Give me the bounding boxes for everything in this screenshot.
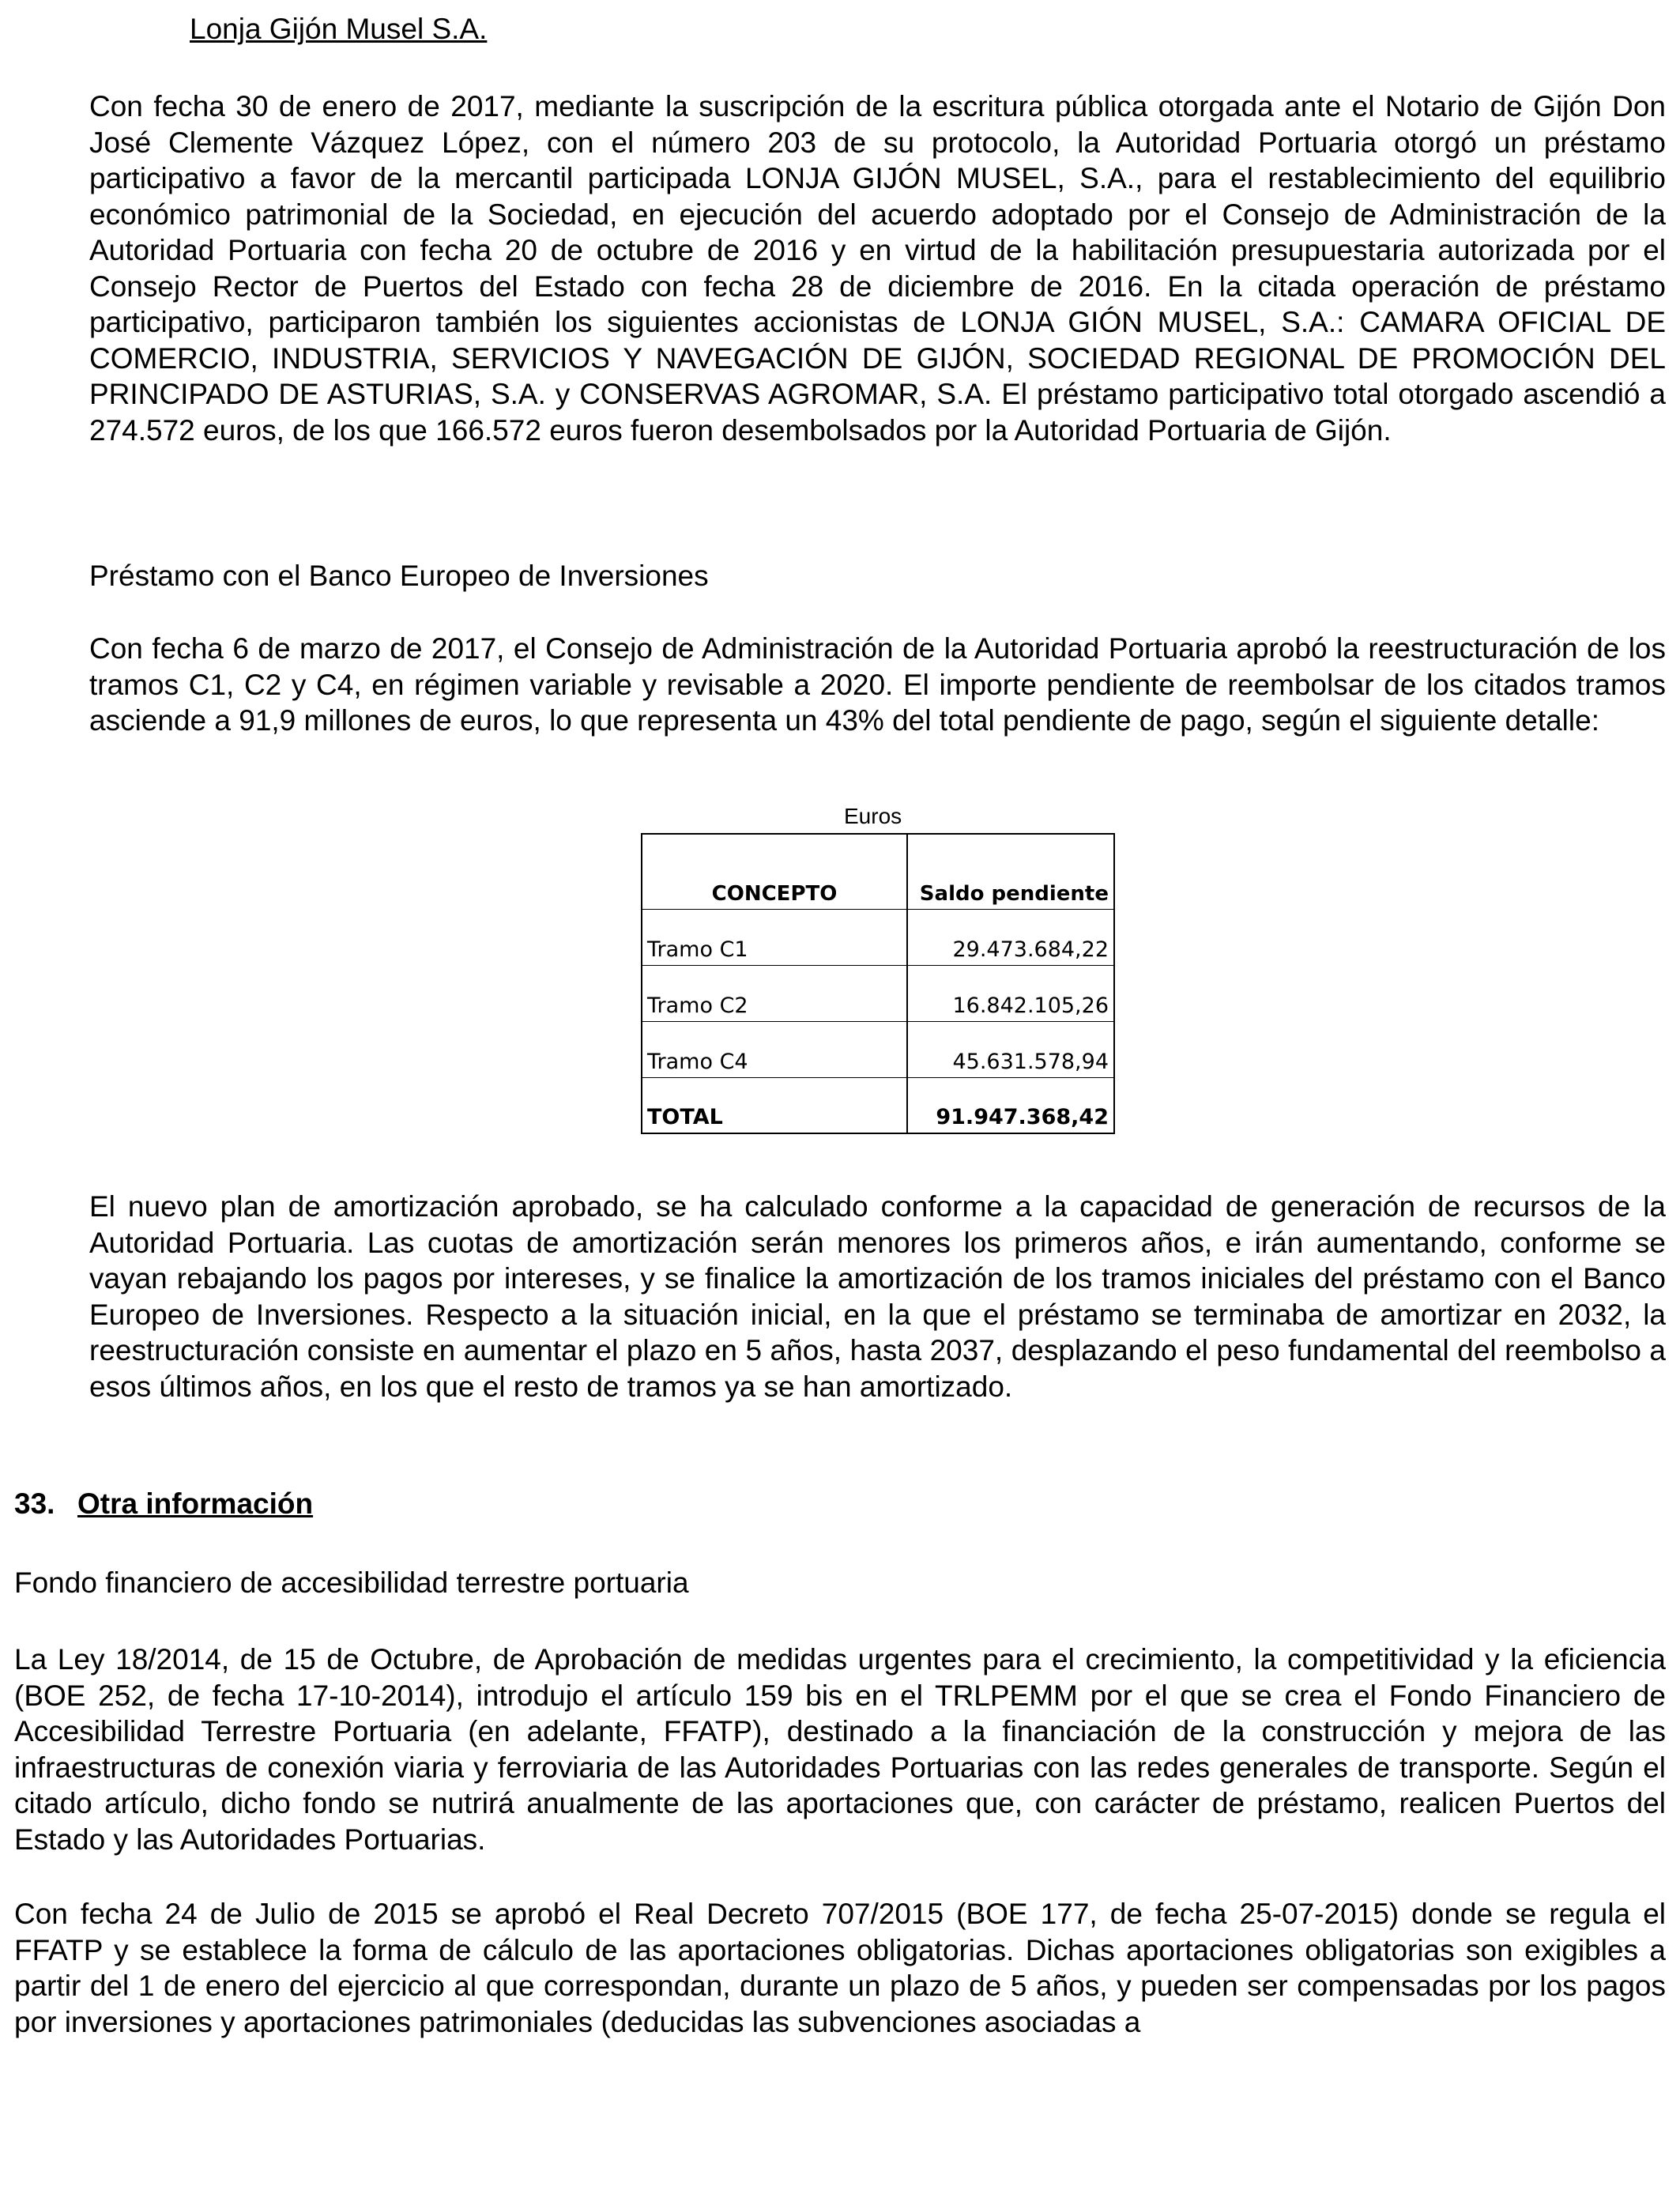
row-balance: 45.631.578,94: [907, 1021, 1114, 1077]
loan-balance-table: [641, 833, 1115, 1134]
section-number: 33.: [14, 1487, 55, 1520]
bei-paragraph: Con fecha 6 de marzo de 2017, el Consejo de Administración de la Autoridad Portuaria aprobó la reestructuración de los tramos C1, C2 y C4, en régimen variable y revisable a 2020. El importe pendiente de reembolsar de los citados tramos asciende a 91,9 millones de euros, lo que representa un 43% del total pendiente de pago, según el siguiente detalle:: [89, 632, 1666, 737]
fund-paragraph-1: La Ley 18/2014, de 15 de Octubre, de Aprobación de medidas urgentes para el crecimiento, la competitividad y la eficiencia (BOE 252, de fecha 17-10-2014), introdujo el artículo 159 bis en el TRLPEMM por el que se crea el Fondo Financiero de Accesibilidad Terrestre Portuaria (en adelante, FFATP), destinado a la financiación de la construcción y mejora de las infraestructuras de conexión viaria y ferroviaria de las Autoridades Portuarias con las redes generales de transporte. Según el citado artículo, dicho fondo se nutrirá anualmente de las aportaciones que, con carácter de préstamo, realicen Puertos del Estado y las Autoridades Portuarias.: [14, 1643, 1666, 1856]
fund-subheading: Fondo financiero de accesibilidad terrestre portuaria: [14, 1566, 689, 1599]
bei-heading: Préstamo con el Banco Europeo de Inversiones: [89, 560, 709, 592]
table-row: [642, 1021, 1114, 1077]
bei-paragraph-after: El nuevo plan de amortización aprobado, se ha calculado conforme a la capacidad de generación de recursos de la Autoridad Portuaria. Las cuotas de amortización serán menores los primeros años, e irán aumentando, conforme se vayan rebajando los pagos por intereses, y se finalice la amortización de los tramos iniciales del préstamo con el Banco Europeo de Inversiones. Respecto a la situación inicial, en la que el préstamo se terminaba de amortizar en 2032, la reestructuración consiste en aumentar el plazo en 5 años, hasta 2037, desplazando el peso fundamental del reembolso a esos últimos años, en los que el resto de tramos ya se han amortizado.: [89, 1190, 1666, 1403]
total-concept: TOTAL: [642, 1077, 907, 1133]
row-concept: Tramo C1: [642, 909, 907, 965]
total-balance: 91.947.368,42: [907, 1077, 1114, 1133]
table-row: [642, 965, 1114, 1021]
row-balance: 16.842.105,26: [907, 965, 1114, 1021]
table-caption: Euros: [844, 804, 902, 828]
table-row: [642, 909, 1114, 965]
section-title: Otra información: [77, 1487, 314, 1520]
table-total-row: [642, 1077, 1114, 1133]
header-balance: Saldo pendiente: [907, 834, 1114, 909]
lonja-heading: Lonja Gijón Musel S.A.: [190, 13, 488, 45]
row-concept: Tramo C4: [642, 1021, 907, 1077]
lonja-paragraph: Con fecha 30 de enero de 2017, mediante la suscripción de la escritura pública otorgada ante el Notario de Gijón Don José Clemente Vázquez López, con el número 203 de su protocolo, la Autoridad Portuaria otorgó un préstamo participativo a favor de la mercantil participada LONJA GIJÓN MUSEL, S.A., para el restablecimiento del equilibrio económico patrimonial de la Sociedad, en ejecución del acuerdo adoptado por el Consejo de Administración de la Autoridad Portuaria con fecha 20 de octubre de 2016 y en virtud de la habilitación presupuestaria autorizada por el Consejo Rector de Puertos del Estado con fecha 28 de diciembre de 2016. En la citada operación de préstamo participativo, participaron también los siguientes accionistas de LONJA GIÓN MUSEL, S.A.: CAMARA OFICIAL DE COMERCIO, INDUSTRIA, SERVICIOS Y NAVEGACIÓN DE GIJÓN, SOCIEDAD REGIONAL DE PROMOCIÓN DEL PRINCIPADO DE ASTURIAS, S.A. y CONSERVAS AGROMAR, S.A. El préstamo participativo total otorgado ascendió a 274.572 euros, de los que 166.572 euros fueron desembolsados por la Autoridad Portuaria de Gijón.: [89, 90, 1666, 447]
header-concept: CONCEPTO: [642, 834, 907, 909]
row-concept: Tramo C2: [642, 965, 907, 1021]
fund-paragraph-2: Con fecha 24 de Julio de 2015 se aprobó el Real Decreto 707/2015 (BOE 177, de fecha 25-07-2015) donde se regula el FFATP y se establece la forma de cálculo de las aportaciones obligatorias. Dichas aportaciones obligatorias son exigibles a partir del 1 de enero del ejercicio al que correspondan, durante un plazo de 5 años, y pueden ser compensadas por los pagos por inversiones y aportaciones patrimoniales (deducidas las subvenciones asociadas a: [14, 1898, 1666, 2038]
row-balance: 29.473.684,22: [907, 909, 1114, 965]
table-header-row: [642, 834, 1114, 909]
